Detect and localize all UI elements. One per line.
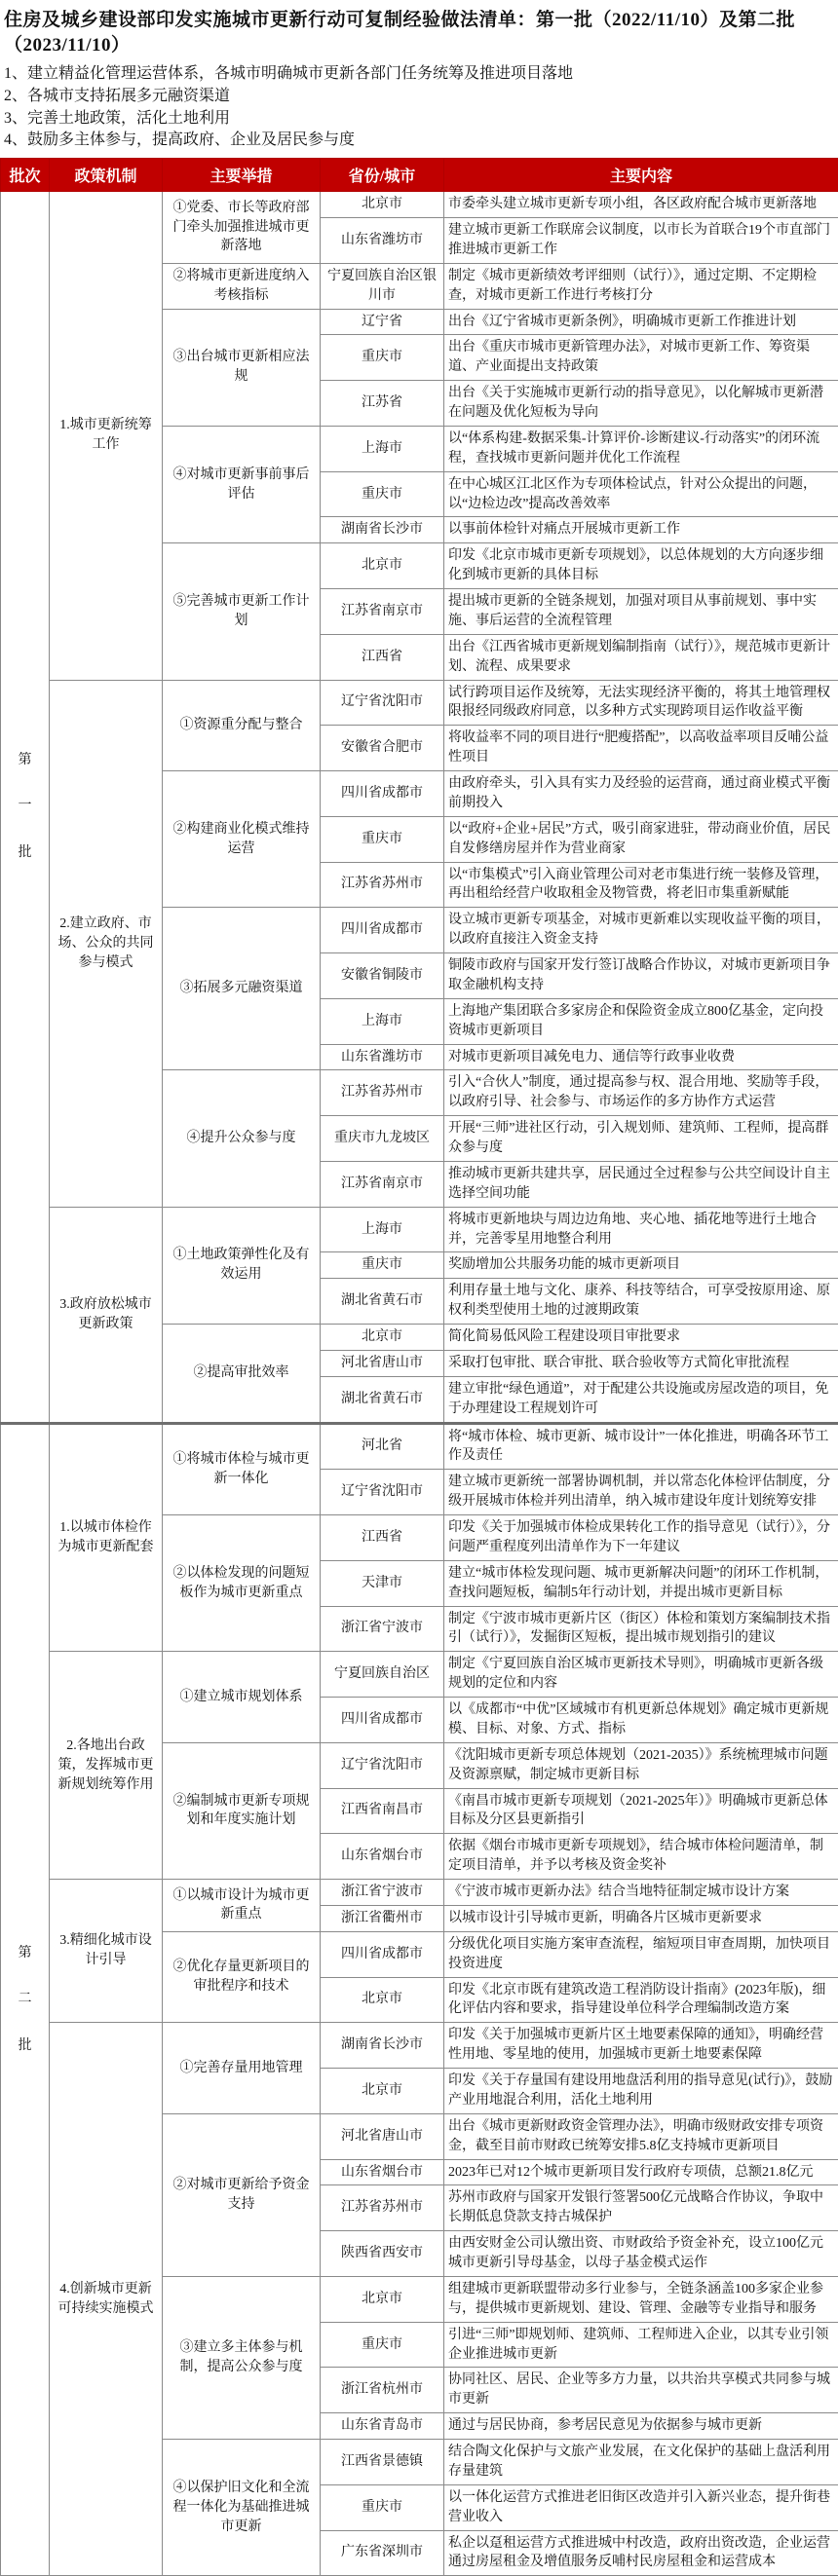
content-cell: 印发《北京市既有建筑改造工程消防设计指南》(2023年版)，细化评估内容和要求，指导建设单位科学合理编制改造方案 [444,1977,838,2023]
table-row [1,1423,838,1470]
region-cell: 天津市 [321,1560,444,1606]
measure-cell: ①土地政策弹性化及有效运用 [163,1207,321,1324]
table-row [1,1207,838,1252]
region-cell: 江苏省南京市 [321,1161,444,1207]
mechanism-cell: 2.建立政府、市场、公众的共同参与模式 [50,680,163,1207]
region-cell: 辽宁省沈阳市 [321,680,444,726]
region-cell: 重庆市 [321,816,444,862]
mechanism-cell: 3.政府放松城市更新政策 [50,1207,163,1423]
content-cell: 试行跨项目运作及统筹，无法实现经济平衡的，将其土地管理权限报经同级政府同意，以多种方式实现跨项目运作收益平衡 [444,680,838,726]
measure-cell: ④提升公众参与度 [163,1070,321,1207]
content-cell: 在中心城区江北区作为专项体检试点，针对公众提出的问题，以“边检边改”提高改善效率 [444,471,838,517]
content-cell: 由西安财金公司认缴出资、市财政给予资金补充，设立100亿元城市更新引导母基金，以母子基金模式运作 [444,2231,838,2277]
note-item: 3、完善土地政策，活化土地利用 [4,108,834,131]
content-cell: 采取打包审批、联合审批、联合验收等方式简化审批流程 [444,1350,838,1376]
region-cell: 四川省成都市 [321,908,444,953]
content-cell: 对城市更新项目减免电力、通信等行政事业收费 [444,1044,838,1070]
content-cell: 利用存量土地与文化、康养、科技等结合，可享受按原用途、原权利类型使用土地的过渡期政策 [444,1279,838,1325]
col-header-mechanism: 政策机制 [50,159,163,192]
region-cell: 重庆市 [321,335,444,381]
region-cell: 江苏省苏州市 [321,2185,444,2231]
measure-cell: ④以保护旧文化和全流程一体化为基础推进城市更新 [163,2440,321,2576]
content-cell: 通过与居民协商，参考居民意见为依据参与城市更新 [444,2413,838,2440]
measure-cell: ②优化存量更新项目的审批程序和技术 [163,1931,321,2023]
region-cell: 安徽省铜陵市 [321,953,444,999]
region-cell: 江西省南昌市 [321,1788,444,1834]
content-cell: 印发《关于加强城市更新片区土地要素保障的通知》，明确经营性用地、零星地的使用，加强城市更新土地要素保障 [444,2023,838,2069]
content-cell: 上海地产集团联合多家房企和保险资金成立800亿基金，定向投资城市更新项目 [444,998,838,1044]
region-cell: 江西省景德镇 [321,2440,444,2485]
content-cell: 以一体化运营方式推进老旧街区改造并引入新兴业态，提升街巷营业收入 [444,2484,838,2530]
region-cell: 江苏省 [321,381,444,427]
region-cell: 山东省烟台市 [321,1834,444,1880]
region-cell: 重庆市 [321,471,444,517]
mechanism-cell: 2.各地出台政策，发挥城市更新规划统筹作用 [50,1652,163,1880]
content-cell: 苏州市政府与国家开发银行签署500亿元战略合作协议，争取中长期低息贷款支持古城保护 [444,2185,838,2231]
region-cell: 四川省成都市 [321,771,444,817]
note-item: 1、建立精益化管理运营体系，各城市明确城市更新各部门任务统筹及推进项目落地 [4,63,834,86]
content-cell: 以《成都市“中优”区域城市有机更新总体规划》确定城市更新规模、目标、对象、方式、指标 [444,1698,838,1743]
table-row [1,2023,838,2069]
content-cell: 以“市集模式”引入商业管理公司对老市集进行统一装修及管理，再出租给经营户收取租金及物管费，将老旧市集重新赋能 [444,862,838,908]
measure-cell: ②对城市更新给予资金支持 [163,2113,321,2276]
region-cell: 江西省 [321,634,444,680]
content-cell: 开展“三师”进社区行动，引入规划师、建筑师、工程师，提高群众参与度 [444,1116,838,1162]
content-cell: 奖励增加公共服务功能的城市更新项目 [444,1252,838,1279]
region-cell: 河北省 [321,1423,444,1470]
region-cell: 江苏省南京市 [321,589,444,635]
content-cell: 制定《宁夏回族自治区城市更新技术导则》，明确城市更新各级规划的定位和内容 [444,1652,838,1698]
measure-cell: ①资源重分配与整合 [163,680,321,771]
measure-cell: ①将城市体检与城市更新一体化 [163,1423,321,1515]
content-cell: 制定《宁波市城市更新片区（街区）体检和策划方案编制技术指引（试行）》，发掘街区短板，提出城市规划指引的建议 [444,1606,838,1652]
measure-cell: ③拓展多元融资渠道 [163,908,321,1070]
mechanism-cell: 1.以城市体检作为城市更新配套 [50,1423,163,1652]
content-cell: 以事前体检针对痛点开展城市更新工作 [444,517,838,543]
region-cell: 湖南省长沙市 [321,2023,444,2069]
region-cell: 北京市 [321,2276,444,2322]
content-cell: 出台《重庆市城市更新管理办法》，对城市更新工作、筹资渠道、产业面提出支持政策 [444,335,838,381]
content-cell: 将“城市体检、城市更新、城市设计”一体化推进，明确各环节工作及责任 [444,1423,838,1470]
measure-cell: ④对城市更新事前事后评估 [163,426,321,542]
content-cell: 2023年已对12个城市更新项目发行政府专项债，总额21.8亿元 [444,2159,838,2185]
batch-cell: 第 二 批 [1,1423,50,2576]
region-cell: 河北省唐山市 [321,1350,444,1376]
col-header-content: 主要内容 [444,159,838,192]
content-cell: 印发《关于存量国有建设用地盘活利用的指导意见(试行)》，鼓励产业用地混合利用，活化土地利用 [444,2069,838,2114]
batch-cell: 第 一 批 [1,192,50,1423]
region-cell: 上海市 [321,998,444,1044]
measure-cell: ①完善存量用地管理 [163,2023,321,2114]
content-cell: 建立审批“绿色通道”，对于配建公共设施或房屋改造的项目，免于办理建设工程规划许可 [444,1376,838,1423]
measure-cell: ②提高审批效率 [163,1325,321,1424]
region-cell: 辽宁省 [321,309,444,335]
content-cell: 以“政府+企业+居民”方式，吸引商家进驻，带动商业价值，居民自发修缮房屋并作为营业商家 [444,816,838,862]
measure-cell: ②编制城市更新专项规划和年度实施计划 [163,1742,321,1879]
region-cell: 重庆市 [321,2322,444,2368]
content-cell: 提出城市更新的全链条规划，加强对项目从事前规划、事中实施、事后运营的全流程管理 [444,589,838,635]
page-title: 住房及城乡建设部印发实施城市更新行动可复制经验做法清单：第一批（2022/11/10）及第二批（2023/11/10） [0,0,838,59]
content-cell: 简化简易低风险工程建设项目审批要求 [444,1325,838,1351]
table-row [1,1652,838,1698]
mechanism-cell: 3.精细化城市设计引导 [50,1880,163,2023]
content-cell: 分级优化项目实施方案审查流程，缩短项目审查周期，加快项目投资进度 [444,1931,838,1977]
content-cell: 出台《辽宁省城市更新条例》，明确城市更新工作推进计划 [444,309,838,335]
measure-cell: ⑤完善城市更新工作计划 [163,543,321,680]
region-cell: 江苏省苏州市 [321,1070,444,1116]
region-cell: 重庆市 [321,1252,444,1279]
col-header-measure: 主要举措 [163,159,321,192]
content-cell: 结合陶文化保护与文旅产业发展，在文化保护的基础上盘活利用存量建筑 [444,2440,838,2485]
content-cell: 将收益率不同的项目进行“肥瘦搭配”，以高收益率项目反哺公益性项目 [444,726,838,771]
region-cell: 北京市 [321,2069,444,2114]
content-cell: 建立城市更新统一部署协调机制，并以常态化体检评估制度，分级开展城市体检并列出清单，纳入城市建设年度计划统筹安排 [444,1470,838,1515]
content-cell: 以“体系构建-数据采集-计算评价-诊断建议-行动落实”的闭环流程，查找城市更新问题并优化工作流程 [444,426,838,471]
content-cell: 出台《江西省城市更新规划编制指南（试行）》，规范城市更新计划、流程、成果要求 [444,634,838,680]
region-cell: 江苏省苏州市 [321,862,444,908]
content-cell: 铜陵市政府与国家开发行签订战略合作协议，对城市更新项目争取金融机构支持 [444,953,838,999]
region-cell: 四川省成都市 [321,1698,444,1743]
content-cell: 依据《烟台市城市更新专项规划》，结合城市体检问题清单，制定项目清单，并予以考核及资金奖补 [444,1834,838,1880]
mechanism-cell: 4.创新城市更新可持续实施模式 [50,2023,163,2576]
table-row [1,192,838,218]
region-cell: 宁夏回族自治区 [321,1652,444,1698]
content-cell: 引进“三师”即规划师、建筑师、工程师进入企业，以其专业引领企业推进城市更新 [444,2322,838,2368]
content-cell: 出台《城市更新财政资金管理办法》，明确市级财政安排专项资金，截至目前市财政已统筹安排5.8亿支持城市更新项目 [444,2113,838,2159]
region-cell: 北京市 [321,192,444,218]
content-cell: 《宁波市城市更新办法》结合当地特征制定城市设计方案 [444,1880,838,1906]
region-cell: 宁夏回族自治区银川市 [321,263,444,309]
table-row [1,680,838,726]
content-cell: 引入“合伙人”制度，通过提高参与权、混合用地、奖励等手段，以政府引导、社会参与、市场运作的多方协作方式运营 [444,1070,838,1116]
content-cell: 将城市更新地块与周边边角地、夹心地、插花地等进行土地合并，完善零星用地整合利用 [444,1207,838,1252]
region-cell: 安徽省合肥市 [321,726,444,771]
measure-cell: ②构建商业化模式维持运营 [163,771,321,908]
region-cell: 浙江省衢州市 [321,1905,444,1931]
content-cell: 《沈阳城市更新专项总体规划（2021-2035）》系统梳理城市问题及资源禀赋，制定城市更新目标 [444,1742,838,1788]
note-item: 4、鼓励多主体参与，提高政府、企业及居民参与度 [4,130,834,152]
region-cell: 浙江省杭州市 [321,2368,444,2413]
content-cell: 以城市设计引导城市更新，明确各片区城市更新要求 [444,1905,838,1931]
content-cell: 《南昌市城市更新专项规划（2021-2025年）》明确城市更新总体目标及分区县更新指引 [444,1788,838,1834]
measure-cell: ②以体检发现的问题短板作为城市更新重点 [163,1515,321,1652]
measure-cell: ①党委、市长等政府部门牵头加强推进城市更新落地 [163,192,321,264]
region-cell: 江西省 [321,1515,444,1561]
measure-cell: ③出台城市更新相应法规 [163,309,321,426]
measure-cell: ①建立城市规划体系 [163,1652,321,1743]
measure-cell: ①以城市设计为城市更新重点 [163,1880,321,1932]
table-header-row [1,159,838,192]
content-cell: 组建城市更新联盟带动多行业参与，全链条涵盖100多家企业参与，提供城市更新规划、建设、管理、金融等专业指导和服务 [444,2276,838,2322]
note-item: 2、各城市支持拓展多元融资渠道 [4,86,834,108]
mechanism-cell: 1.城市更新统筹工作 [50,192,163,680]
region-cell: 上海市 [321,1207,444,1252]
region-cell: 山东省潍坊市 [321,218,444,264]
region-cell: 上海市 [321,426,444,471]
region-cell: 浙江省宁波市 [321,1880,444,1906]
col-header-region: 省份/城市 [321,159,444,192]
region-cell: 北京市 [321,1325,444,1351]
content-cell: 建立城市更新工作联席会议制度，以市长为首联合19个市直部门推进城市更新工作 [444,218,838,264]
content-cell: 协同社区、居民、企业等多方力量，以共治共享模式共同参与城市更新 [444,2368,838,2413]
table-row [1,1880,838,1906]
region-cell: 北京市 [321,1977,444,2023]
region-cell: 北京市 [321,543,444,589]
region-cell: 湖南省长沙市 [321,517,444,543]
measure-cell: ③建立多主体参与机制，提高公众参与度 [163,2276,321,2439]
policy-table [0,158,838,2576]
region-cell: 四川省成都市 [321,1931,444,1977]
region-cell: 山东省烟台市 [321,2159,444,2185]
region-cell: 辽宁省沈阳市 [321,1470,444,1515]
content-cell: 印发《关于加强城市体检成果转化工作的指导意见（试行）》，分问题严重程度列出清单作为下一年建议 [444,1515,838,1561]
region-cell: 湖北省黄石市 [321,1376,444,1423]
col-header-batch: 批次 [1,159,50,192]
region-cell: 重庆市 [321,2484,444,2530]
content-cell: 出台《关于实施城市更新行动的指导意见》，以化解城市更新潜在问题及优化短板为导向 [444,381,838,427]
region-cell: 山东省青岛市 [321,2413,444,2440]
region-cell: 山东省潍坊市 [321,1044,444,1070]
content-cell: 建立“城市体检发现问题、城市更新解决问题”的闭环工作机制，查找问题短板，编制5年行动计划，并提出城市更新目标 [444,1560,838,1606]
content-cell: 推动城市更新共建共享，居民通过全过程参与公共空间设计自主选择空间功能 [444,1161,838,1207]
region-cell: 广东省深圳市 [321,2530,444,2576]
region-cell: 重庆市九龙坡区 [321,1116,444,1162]
summary-notes [0,59,838,158]
region-cell: 湖北省黄石市 [321,1279,444,1325]
region-cell: 河北省唐山市 [321,2113,444,2159]
region-cell: 辽宁省沈阳市 [321,1742,444,1788]
region-cell: 陕西省西安市 [321,2231,444,2277]
region-cell: 浙江省宁波市 [321,1606,444,1652]
content-cell: 由政府牵头，引入具有实力及经验的运营商，通过商业模式平衡前期投入 [444,771,838,817]
measure-cell: ②将城市更新进度纳入考核指标 [163,263,321,309]
content-cell: 制定《城市更新绩效考评细则（试行）》，通过定期、不定期检查，对城市更新工作进行考核打分 [444,263,838,309]
content-cell: 市委牵头建立城市更新专项小组，各区政府配合城市更新落地 [444,192,838,218]
content-cell: 私企以趸租运营方式推进城中村改造，政府出资改造，企业运营通过房屋租金及增值服务反哺村民房屋租金和运营成本 [444,2530,838,2576]
content-cell: 设立城市更新专项基金，对城市更新难以实现收益平衡的项目，以政府直接注入资金支持 [444,908,838,953]
content-cell: 印发《北京市城市更新专项规划》，以总体规划的大方向逐步细化到城市更新的具体目标 [444,543,838,589]
